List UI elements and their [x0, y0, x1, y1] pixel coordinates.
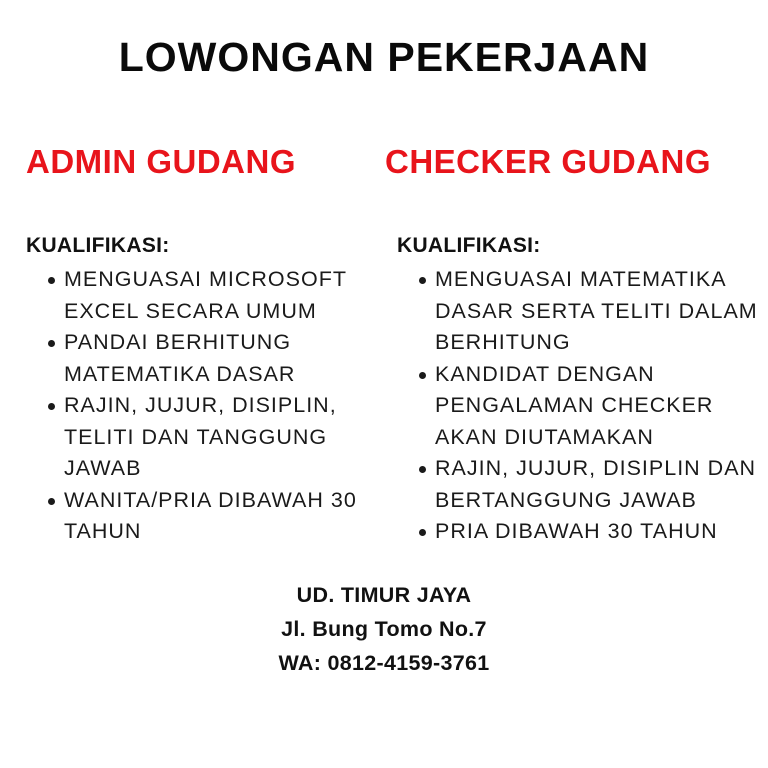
job-title: ADMIN GUDANG	[26, 143, 296, 180]
qualification-text: PRIA DIBAWAH 30 TAHUN	[435, 519, 718, 543]
bullet-icon	[48, 277, 55, 284]
company-name: UD. TIMUR JAYA	[296, 583, 472, 607]
bullet-icon	[48, 403, 55, 410]
bullet-icon	[419, 372, 426, 379]
qualification-text: MENGUASAI MATEMATIKA DASAR SERTA TELITI DALAM BERHITUNG	[435, 267, 758, 354]
list-item	[397, 264, 765, 359]
bullet-icon	[419, 277, 426, 284]
list-item	[397, 516, 765, 548]
poster-title: LOWONGAN PEKERJAAN	[118, 34, 650, 80]
bullet-icon	[419, 529, 426, 536]
list-item	[397, 453, 765, 516]
qualifications-list	[26, 264, 394, 548]
bullet-icon	[48, 498, 55, 505]
job-title: CHECKER GUDANG	[385, 143, 712, 180]
qualification-text: PANDAI BERHITUNG MATEMATIKA DASAR	[64, 330, 296, 386]
job-column-admin-gudang	[26, 142, 394, 548]
qualification-text: RAJIN, JUJUR, DISIPLIN, TELITI DAN TANGGUNG JAWAB	[64, 393, 337, 480]
qualifications-heading: KUALIFIKASI:	[26, 234, 170, 257]
bullet-icon	[48, 340, 55, 347]
qualification-text: WANITA/PRIA DIBAWAH 30 TAHUN	[64, 487, 357, 543]
list-item	[26, 264, 394, 327]
contact-block	[0, 578, 768, 680]
list-item	[26, 327, 394, 390]
qualifications-heading: KUALIFIKASI:	[397, 234, 541, 257]
qualification-text: MENGUASAI MICROSOFT EXCEL SECARA UMUM	[64, 267, 347, 323]
list-item	[26, 485, 394, 548]
job-column-checker-gudang	[385, 142, 765, 548]
qualification-text: RAJIN, JUJUR, DISIPLIN DAN BERTANGGUNG JAWAB	[435, 456, 757, 512]
qualifications-list	[397, 264, 765, 548]
qualification-text: KANDIDAT DENGAN PENGALAMAN CHECKER AKAN DIUTAMAKAN	[435, 361, 714, 449]
list-item	[397, 359, 765, 454]
list-item	[26, 390, 394, 485]
bullet-icon	[419, 466, 426, 473]
company-address: Jl. Bung Tomo No.7	[281, 617, 487, 641]
whatsapp-number: WA: 0812-4159-3761	[278, 651, 490, 675]
